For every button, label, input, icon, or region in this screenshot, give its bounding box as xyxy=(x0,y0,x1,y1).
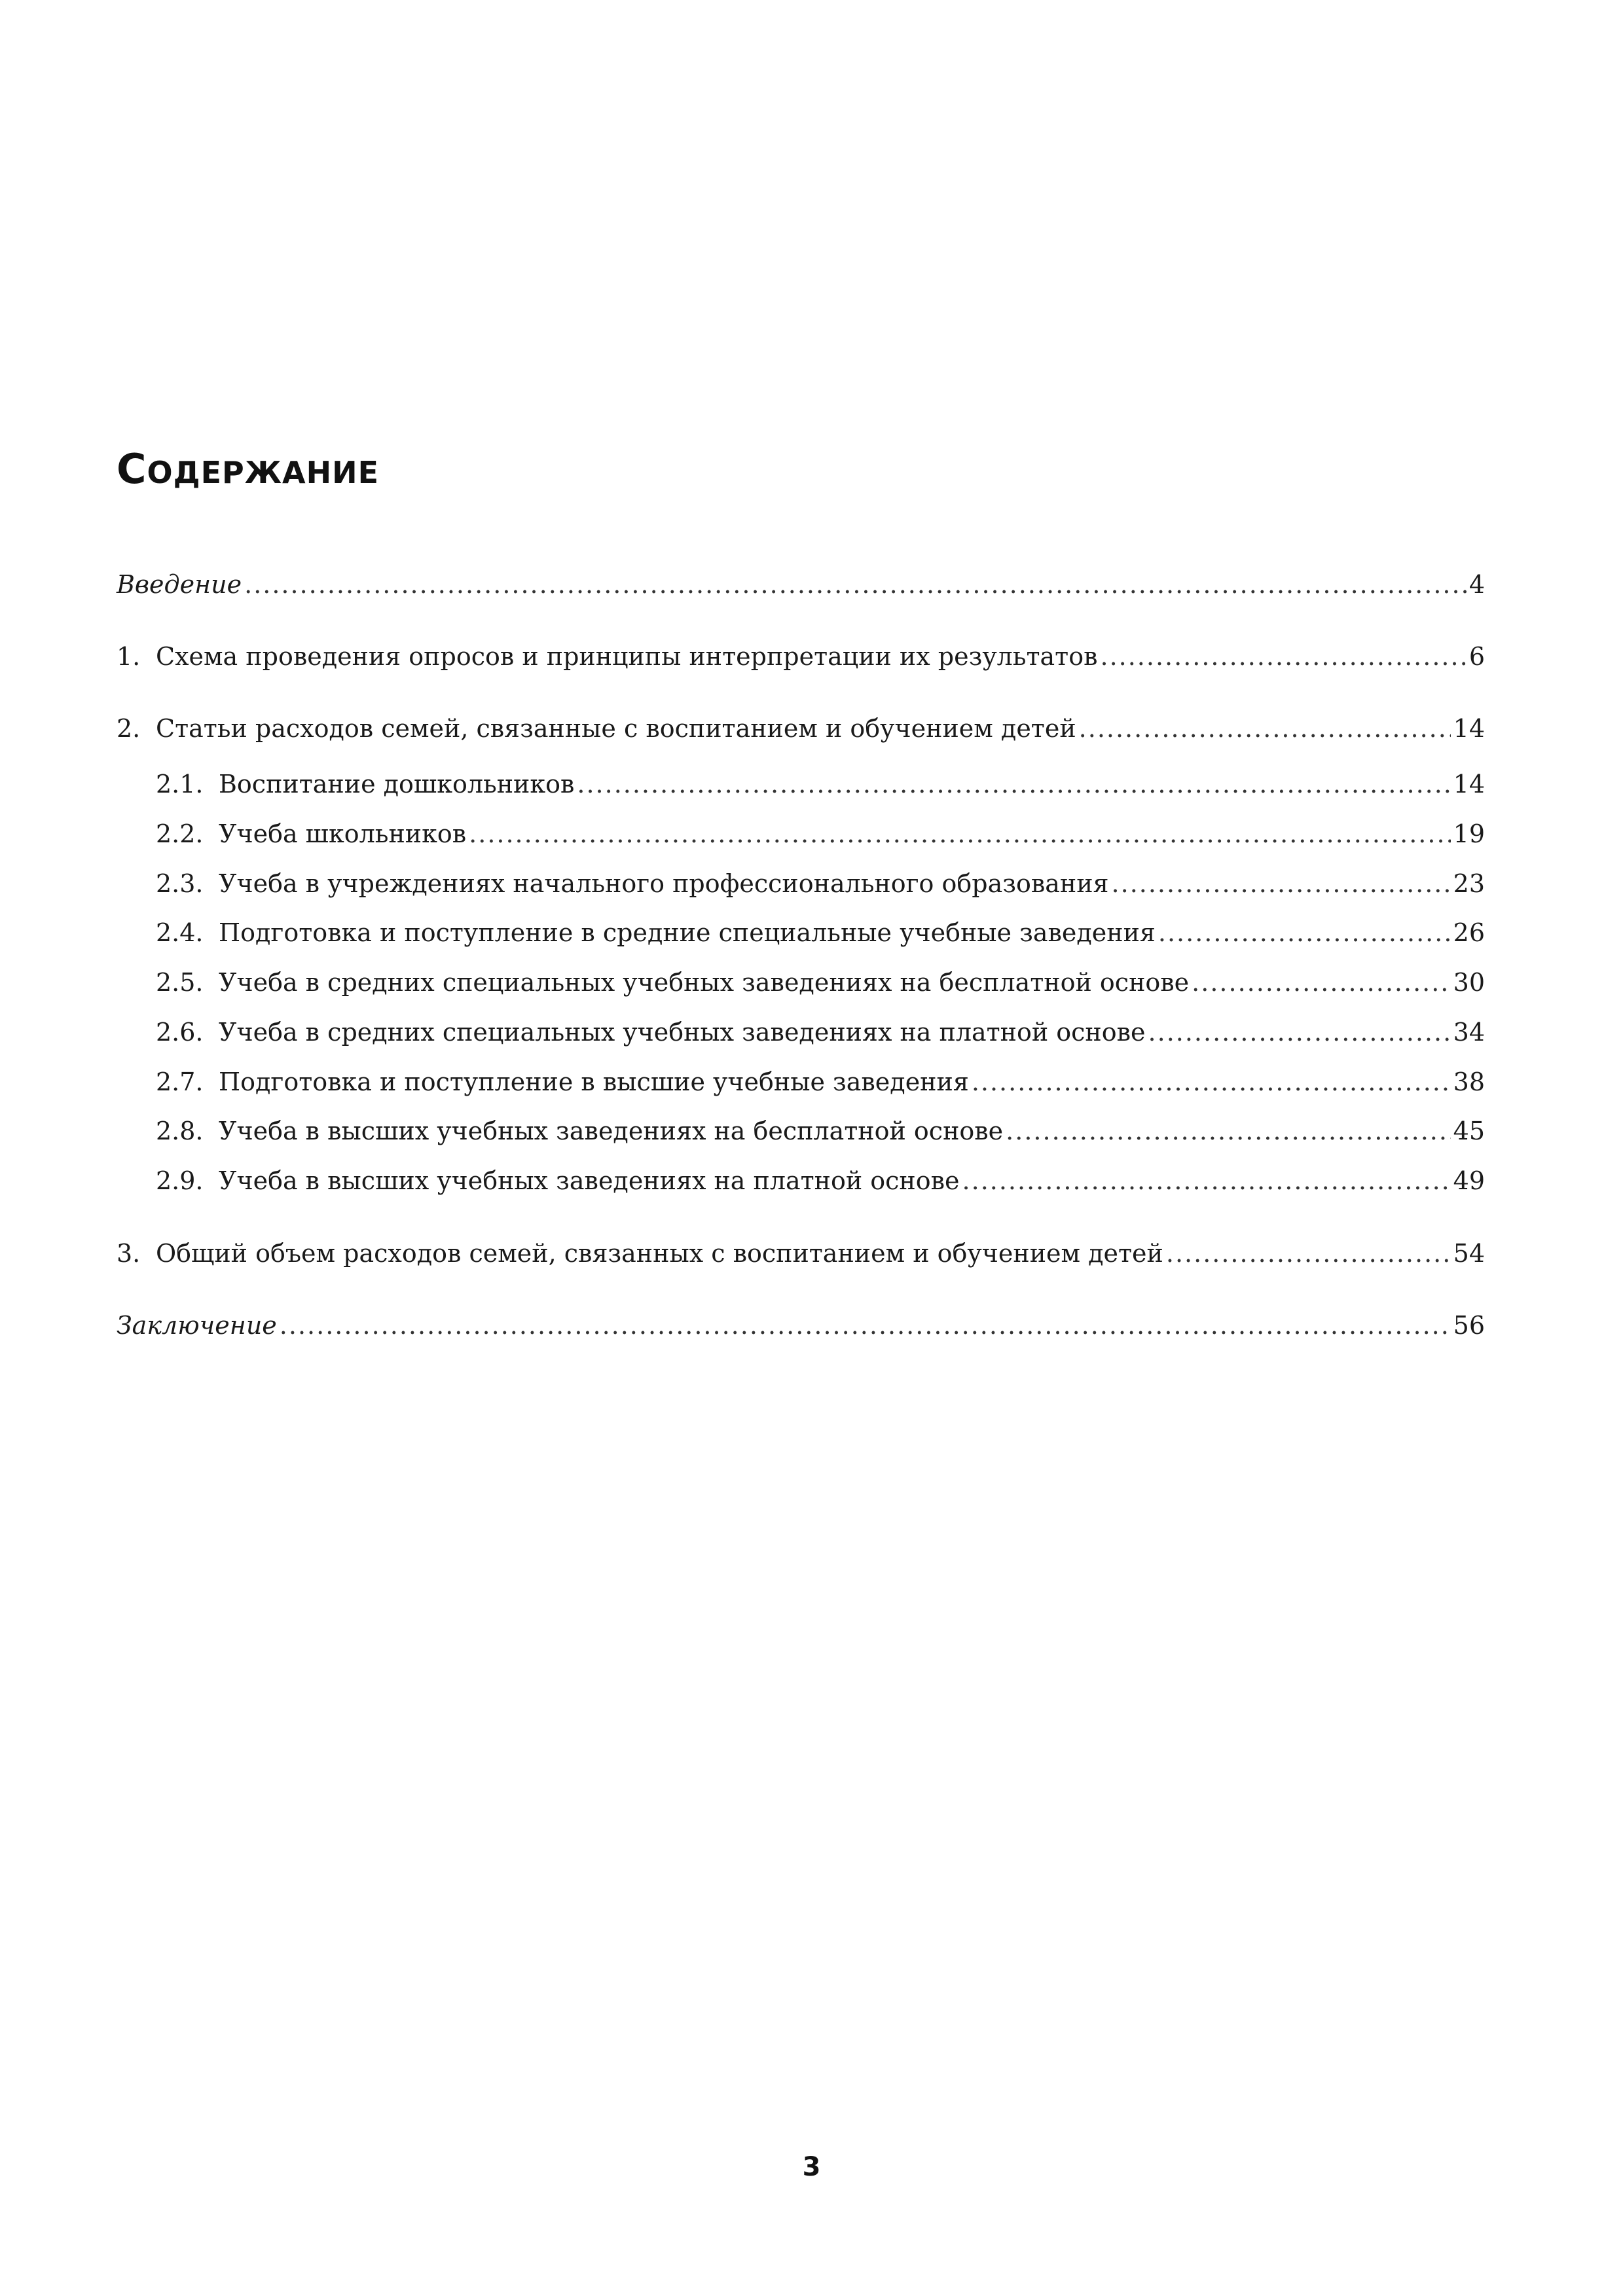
toc-entry-number: 2.7. xyxy=(156,1067,204,1096)
toc-entry-label: Общий объем расходов семей, связанных с воспитанием и обучением детей xyxy=(156,1239,1163,1268)
page-title-initial: С xyxy=(117,445,147,493)
toc-leader xyxy=(280,1309,1451,1342)
page-title-rest: ОДЕРЖАНИЕ xyxy=(147,455,380,490)
toc-entry-2-5[interactable] xyxy=(156,966,1485,999)
toc-entry-2[interactable] xyxy=(117,712,1485,745)
toc-entry-label: Учеба в средних специальных учебных заведениях на платной основе xyxy=(219,1018,1146,1047)
toc-entry-number: 2.2. xyxy=(156,819,204,848)
toc-entry-label: Учеба в учреждениях начального профессионального образования xyxy=(219,869,1109,898)
toc-leader xyxy=(1166,1237,1451,1270)
toc-entry-page: 6 xyxy=(1468,642,1485,671)
toc-leader xyxy=(1148,1016,1451,1049)
toc-leader xyxy=(972,1066,1451,1098)
toc-leader xyxy=(1100,640,1466,673)
toc-entry-number: 2.9. xyxy=(156,1166,204,1195)
toc-leader xyxy=(469,817,1450,850)
toc-entry-number: 2.5. xyxy=(156,968,204,997)
toc-entry-page: 14 xyxy=(1453,770,1485,798)
toc-entry-2-3[interactable] xyxy=(156,867,1485,900)
toc-entry-number: 2.3. xyxy=(156,869,204,898)
toc-entry-page: 38 xyxy=(1453,1067,1485,1096)
toc-entry-page: 30 xyxy=(1453,968,1485,997)
toc-leader xyxy=(1192,966,1450,999)
toc-entry-page: 4 xyxy=(1468,570,1485,599)
toc-entry-conclusion[interactable] xyxy=(117,1309,1485,1342)
toc-entry-label: Подготовка и поступление в высшие учебные заведения xyxy=(219,1067,969,1096)
toc-entry-label: Учеба в высших учебных заведениях на платной основе xyxy=(219,1166,960,1195)
page-title xyxy=(117,445,379,493)
toc-entry-2-9[interactable] xyxy=(156,1164,1485,1197)
toc-entry-2-7[interactable] xyxy=(156,1066,1485,1098)
toc-entry-page: 49 xyxy=(1453,1166,1485,1195)
toc-entry-page: 56 xyxy=(1453,1311,1485,1340)
toc-entry-2-4[interactable] xyxy=(156,916,1485,949)
toc-leader xyxy=(1079,712,1451,745)
toc-entry-number: 2.4. xyxy=(156,918,204,947)
toc-entry-label: Учеба в высших учебных заведениях на бесплатной основе xyxy=(219,1117,1004,1145)
toc-leader xyxy=(1112,867,1451,900)
page-number: 3 xyxy=(802,2152,821,2182)
toc-entry-number: 2. xyxy=(117,714,141,743)
toc-entry-number: 2.1. xyxy=(156,770,204,798)
toc-entry-page: 14 xyxy=(1453,714,1485,743)
toc-entry-page: 54 xyxy=(1453,1239,1485,1268)
toc-entry-introduction[interactable] xyxy=(117,568,1485,601)
toc-entry-2-6[interactable] xyxy=(156,1016,1485,1049)
toc-entry-page: 19 xyxy=(1453,819,1485,848)
toc-entry-2-8[interactable] xyxy=(156,1115,1485,1147)
toc-leader xyxy=(1158,916,1451,949)
toc-leader xyxy=(577,768,1450,800)
toc-leader xyxy=(244,568,1467,601)
toc-entry-page: 26 xyxy=(1453,918,1485,947)
toc-entry-number: 2.6. xyxy=(156,1018,204,1047)
toc-entry-3[interactable] xyxy=(117,1237,1485,1270)
toc-entry-2-1[interactable] xyxy=(156,768,1485,800)
toc-entry-label: Введение xyxy=(117,570,242,599)
toc-entry-number: 2.8. xyxy=(156,1117,204,1145)
toc-leader xyxy=(1006,1115,1450,1147)
toc-entry-label: Учеба школьников xyxy=(219,819,467,848)
toc-entry-label: Воспитание дошкольников xyxy=(219,770,575,798)
toc-entry-page: 34 xyxy=(1453,1018,1485,1047)
toc-entry-1[interactable] xyxy=(117,640,1485,673)
toc-entry-label: Учеба в средних специальных учебных заведениях на бесплатной основе xyxy=(219,968,1190,997)
toc-leader xyxy=(962,1164,1451,1197)
toc-entry-label: Подготовка и поступление в средние специальные учебные заведения xyxy=(219,918,1156,947)
toc-entry-2-2[interactable] xyxy=(156,817,1485,850)
toc-entry-number: 1. xyxy=(117,642,141,671)
toc-entry-number: 3. xyxy=(117,1239,141,1268)
toc-entry-page: 23 xyxy=(1453,869,1485,898)
toc-entry-page: 45 xyxy=(1453,1117,1485,1145)
toc-entry-label: Схема проведения опросов и принципы интерпретации их результатов xyxy=(156,642,1098,671)
toc-entry-label: Заключение xyxy=(117,1311,277,1340)
toc-entry-label: Статьи расходов семей, связанные с воспитанием и обучением детей xyxy=(156,714,1076,743)
